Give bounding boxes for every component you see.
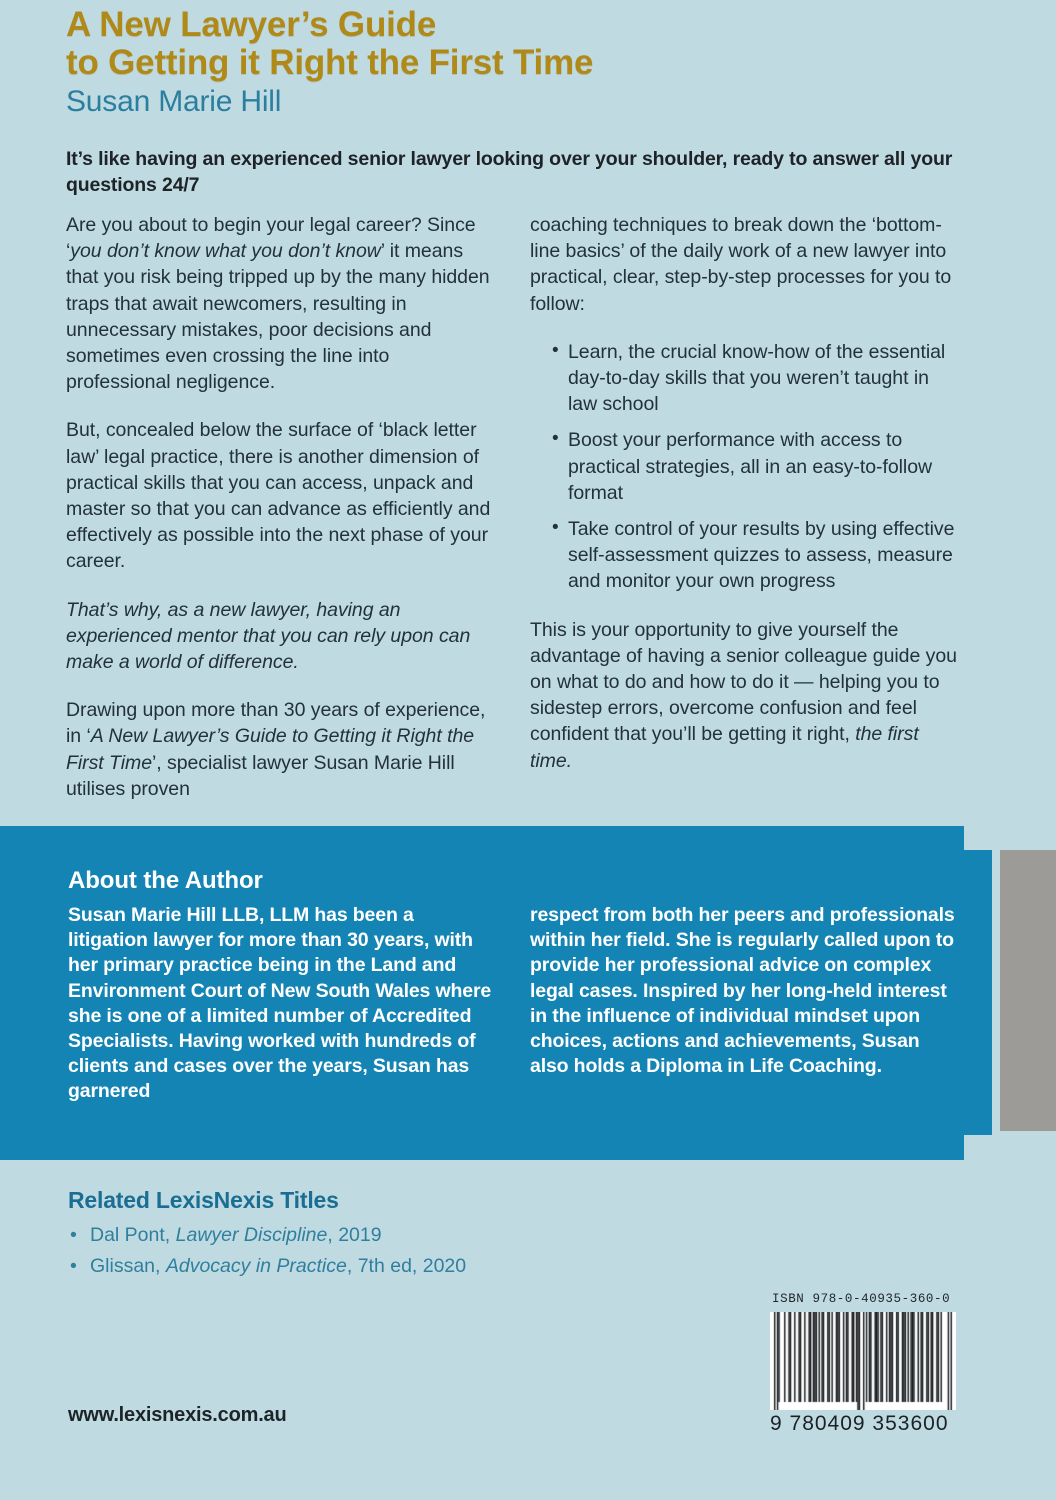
book-title-line-1: A New Lawyer’s Guide [66,5,437,44]
blurb-right-paragraph-1: coaching techniques to break down the ‘bottom-line basics’ of the daily work of a new lawyer into practical, clear, step-by-step processes for you to follow: [530,214,952,315]
blurb-paragraph-1 [66,212,494,395]
list-item [530,339,958,418]
blurb-column-right [530,212,958,796]
tagline: It’s like having an experienced senior lawyer looking over your shoulder, ready to answer all your questions 24/7 [66,148,953,196]
author-band-bottom-strip [0,1133,964,1160]
related-titles-heading: Related LexisNexis Titles [68,1187,339,1213]
list-item [530,427,958,506]
list-item [68,1220,718,1251]
title-block [66,0,966,121]
list-item [68,1251,718,1282]
blurb-column-left [66,212,494,824]
related-title-suffix: , 7th ed, 2020 [346,1255,467,1277]
blurb-right-paragraph-2 [530,617,958,774]
book-author-name: Susan Marie Hill [66,85,282,118]
blurb-paragraph-3: That’s why, as a new lawyer, having an experienced mentor that you can rely upon can make a world of difference. [66,598,471,674]
related-title-name: Advocacy in Practice [165,1255,347,1277]
related-title-author: Glissan, [90,1255,166,1277]
about-author-column-right: respect from both her peers and professionals within her field. She is regularly called upon to provide her professional advice on complex legal cases. Inspired by her long-held interest in the influence of individual mindset upon choices, actions and achievements, Susan also holds a Diploma in Life Coaching. [530,904,955,1078]
gray-spine-tab [1000,850,1056,1131]
author-band-top-strip [0,826,964,852]
bullet-icon: • [70,1224,77,1246]
blurb-p4-italic: A New Lawyer’s Guide to Getting it Right the First Time [66,725,475,774]
about-the-author-heading: About the Author [68,867,263,894]
about-author-column-left: Susan Marie Hill LLB, LLM has been a litigation lawyer for more than 30 years, with her primary practice being in the Land and Environment Court of New South Wales where she is one of a limited number of Accredited Specialists. Having worked with hundreds of clients and cases over the years, Susan has garnered [68,904,492,1103]
blurb-paragraph-4 [66,697,494,802]
related-titles-list [68,1220,718,1282]
related-title-suffix: , 2019 [327,1224,382,1246]
bullet-icon: • [552,428,559,450]
blurb-p1-italic: you don’t know what you don’t know [70,240,381,263]
publisher-website: www.lexisnexis.com.au [68,1404,287,1426]
related-title-author: Dal Pont, [90,1224,176,1246]
list-item-label: Boost your performance with access to practical strategies, all in an easy-to-follow format [568,429,933,504]
list-item [530,516,958,595]
list-item-label: Learn, the crucial know-how of the essential day-to-day skills that you weren’t taught in law school [568,340,946,416]
list-item-label: Take control of your results by using effective self-assessment quizzes to assess, measure and monitor your own progress [568,518,955,593]
barcode-image [770,1312,956,1410]
book-title-line-2: to Getting it Right the First Time [66,43,594,82]
blurb-right-p2-part-a: This is your opportunity to give yourself the advantage of having a senior colleague guide you on what to do and how to do it — helping you to sidestep errors, overcome confusion and feel confident that you’ll be getting it right, [530,618,957,746]
blurb-p4-part-b: ’, specialist lawyer Susan Marie Hill utilises proven [66,751,455,800]
barcode-area [770,1292,960,1436]
blurb-p4-part-a: Drawing upon more than 30 years of experience, in ‘ [66,699,486,748]
blurb-p1-part-b: ’ it means that you risk being tripped up by the many hidden traps that await newcomers, resulting in unnecessary mistakes, poor decisions and sometimes even crossing the line into professional negligence. [66,240,490,394]
blurb-right-p2-italic: the first time. [530,723,919,772]
related-title-name: Lawyer Discipline [175,1224,328,1246]
isbn-label: ISBN 978-0-40935-360-0 [772,1292,951,1306]
bullet-icon: • [552,517,559,539]
blurb-paragraph-2: But, concealed below the surface of ‘black letter law’ legal practice, there is another dimension of practical skills that you can access, unpack and master so that you can advance as efficiently and effectively as possible into the next phase of your career. [66,419,491,573]
bullet-icon: • [552,339,559,361]
bullet-icon: • [70,1255,77,1277]
blurb-p1-part-a: Are you about to begin your legal career? Since ‘ [66,214,476,263]
barcode-digits: 9 780409 353600 [770,1412,949,1435]
benefits-bullet-list [530,339,958,595]
